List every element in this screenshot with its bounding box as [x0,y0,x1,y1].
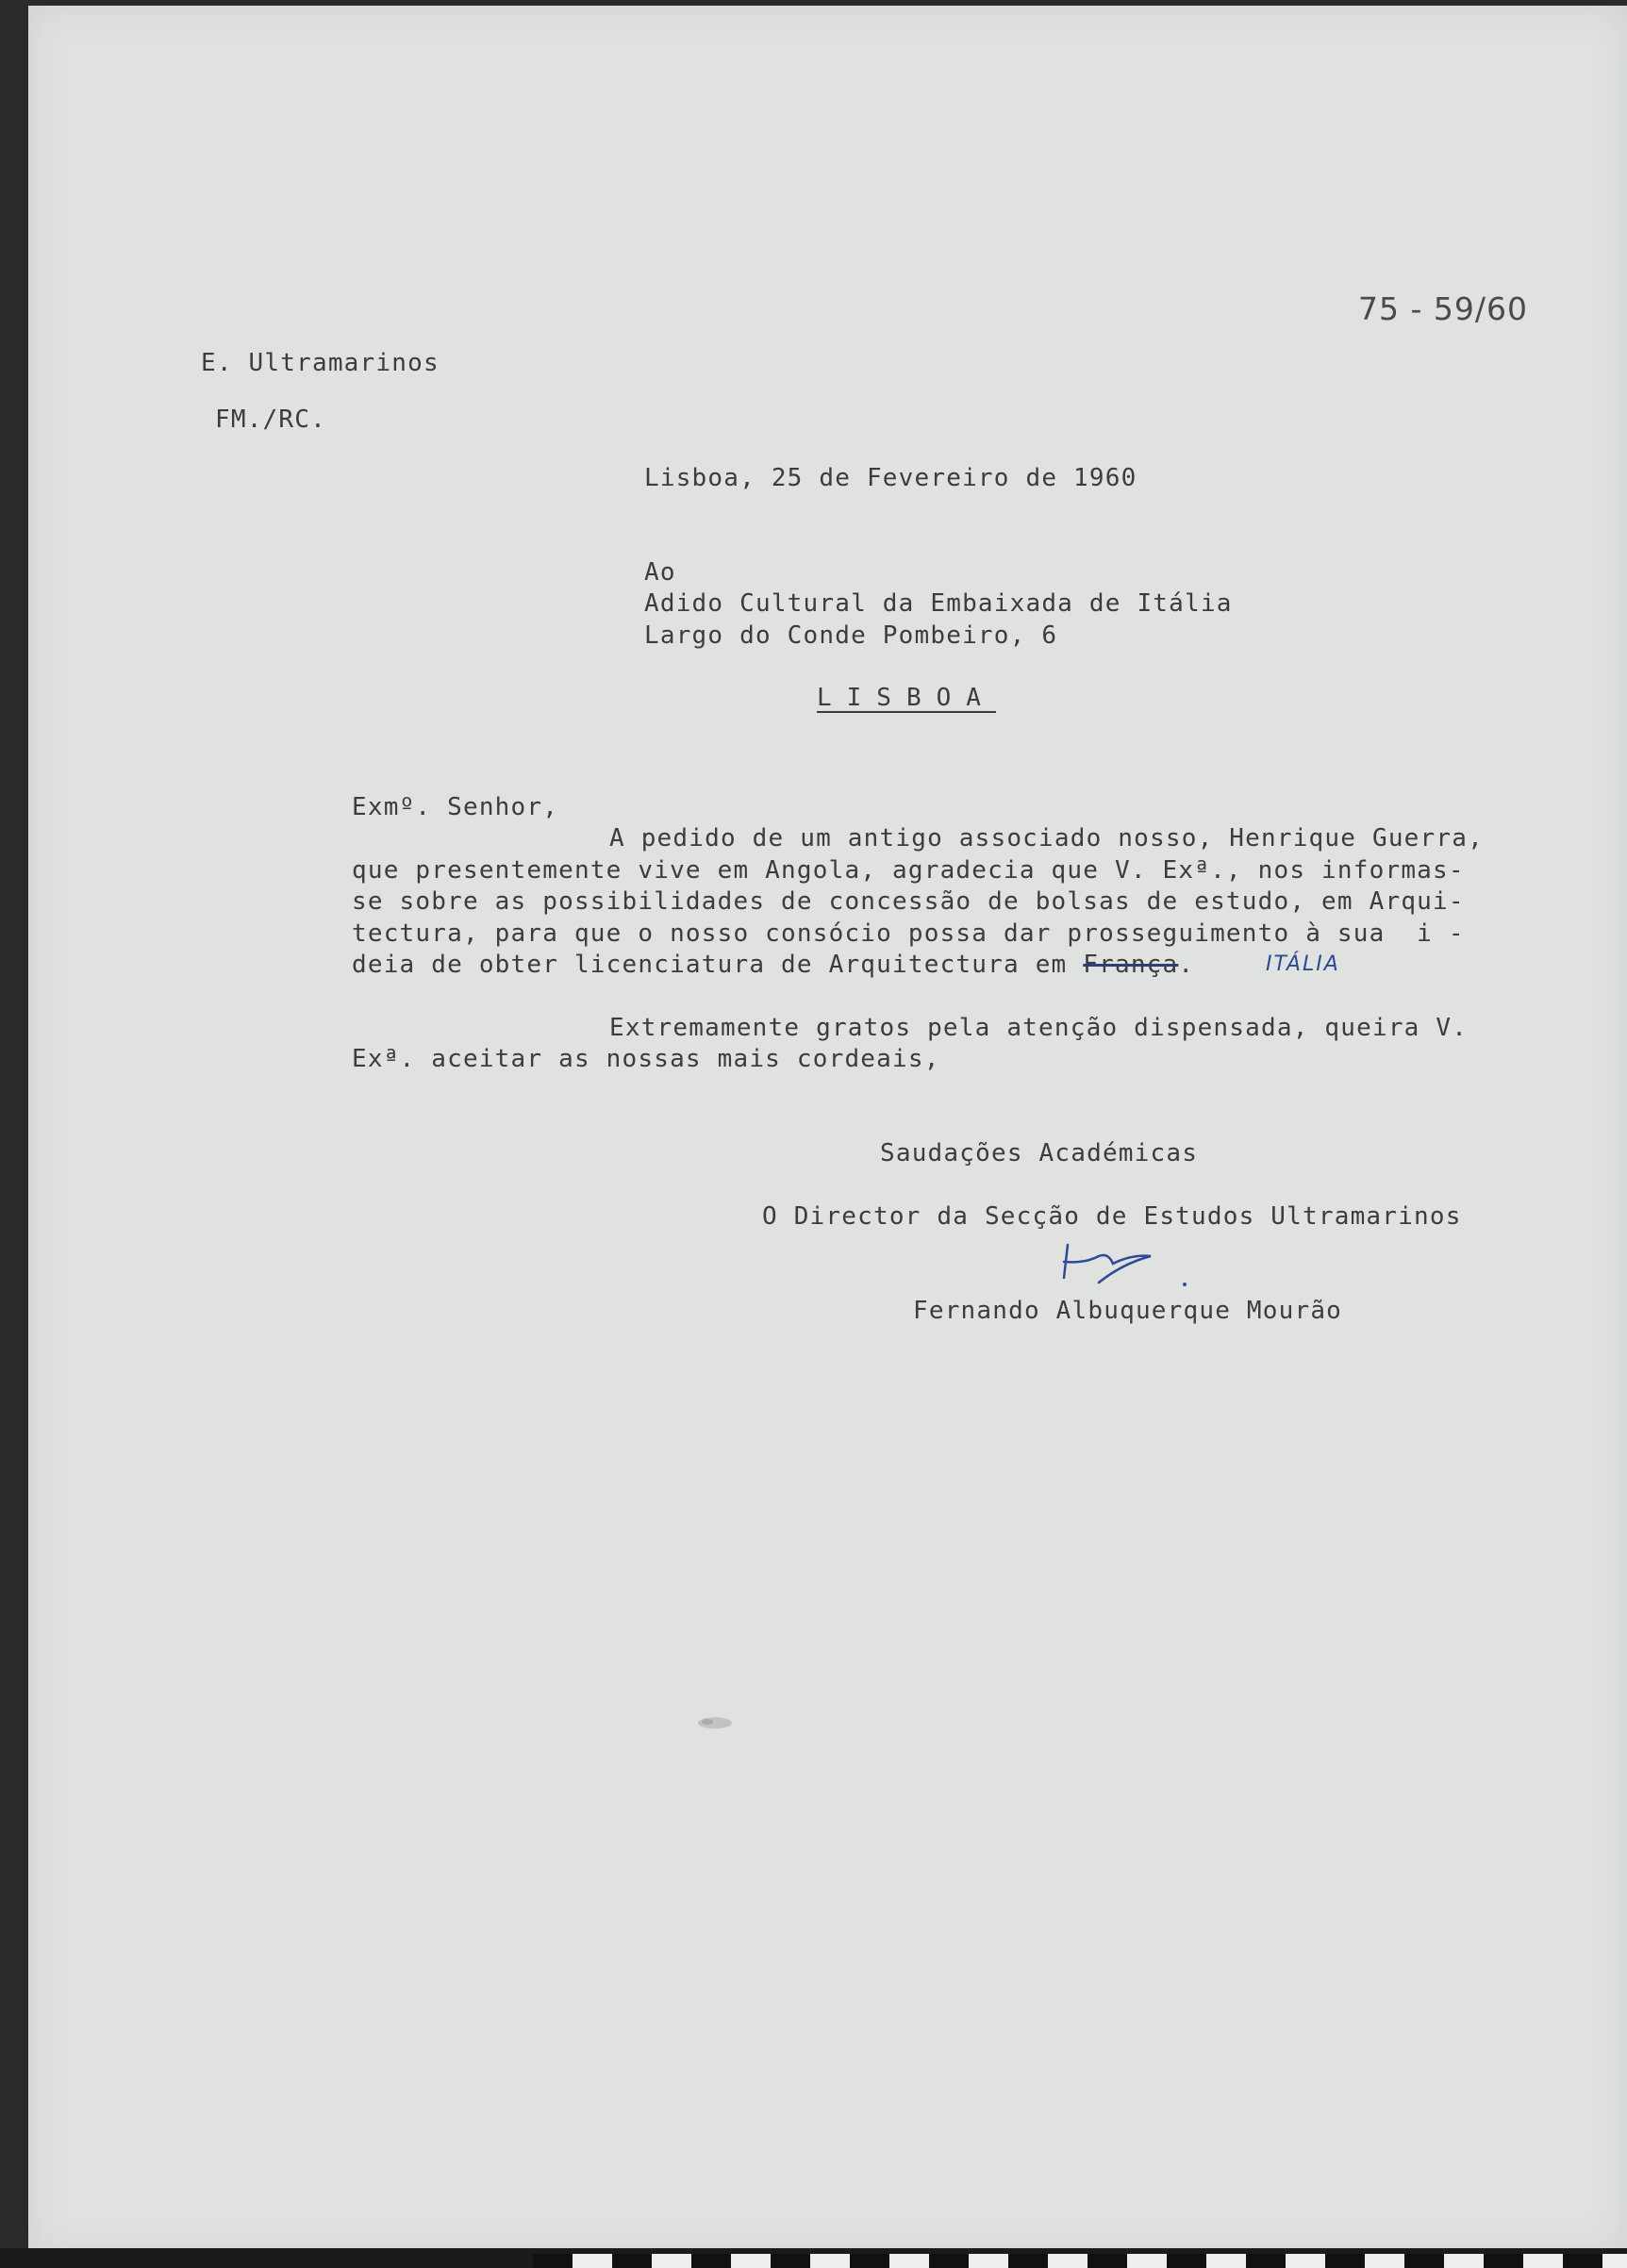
place-date: Lisboa, 25 de Fevereiro de 1960 [644,464,1137,492]
paper-smudge [687,1709,743,1737]
body-line: A pedido de um antigo associado nosso, Henrique Guerra, [609,824,1484,853]
director-title: O Director da Secção de Estudos Ultramarinos [762,1202,1462,1231]
recipient-city: LISBOA [817,684,996,712]
struck-word: França [1083,951,1179,979]
initials-line: FM./RC. [215,406,326,434]
salutation: Exmº. Senhor, [352,793,559,821]
body-line: tectura, para que o nosso consócio possa dar prosseguimento à sua i - [352,919,1465,948]
letter-page [28,6,1627,2254]
body-line: se sobre as possibilidades de concessão de bolsas de estudo, em Arqui- [352,887,1465,916]
body-line-text: deia de obter licenciatura de Arquitectura em [352,951,1084,979]
recipient-address: Largo do Conde Pombeiro, 6 [644,621,1058,650]
body-line-last [352,952,1194,977]
scale-ruler [533,2254,1627,2268]
handwritten-correction: ITÁLIA [1266,952,1340,976]
reference-number: 75 - 59/60 [1358,290,1528,327]
body-line: Exª. aceitar as nossas mais cordeais, [352,1045,940,1073]
department-line: E. Ultramarinos [201,349,440,377]
recipient-name: Adido Cultural da Embaixada de Itália [644,589,1233,618]
director-name: Fernando Albuquerque Mourão [913,1297,1343,1325]
body-line: que presentemente vive em Angola, agradecia que V. Exª., nos informas- [352,856,1465,885]
closing-greeting: Saudações Académicas [880,1139,1199,1167]
signature-mark [1056,1235,1198,1292]
recipient-prefix: Ao [644,558,676,587]
body-line: Extremamente gratos pela atenção dispensada, queira V. [609,1014,1469,1042]
end-punctuation: . [1178,951,1195,979]
